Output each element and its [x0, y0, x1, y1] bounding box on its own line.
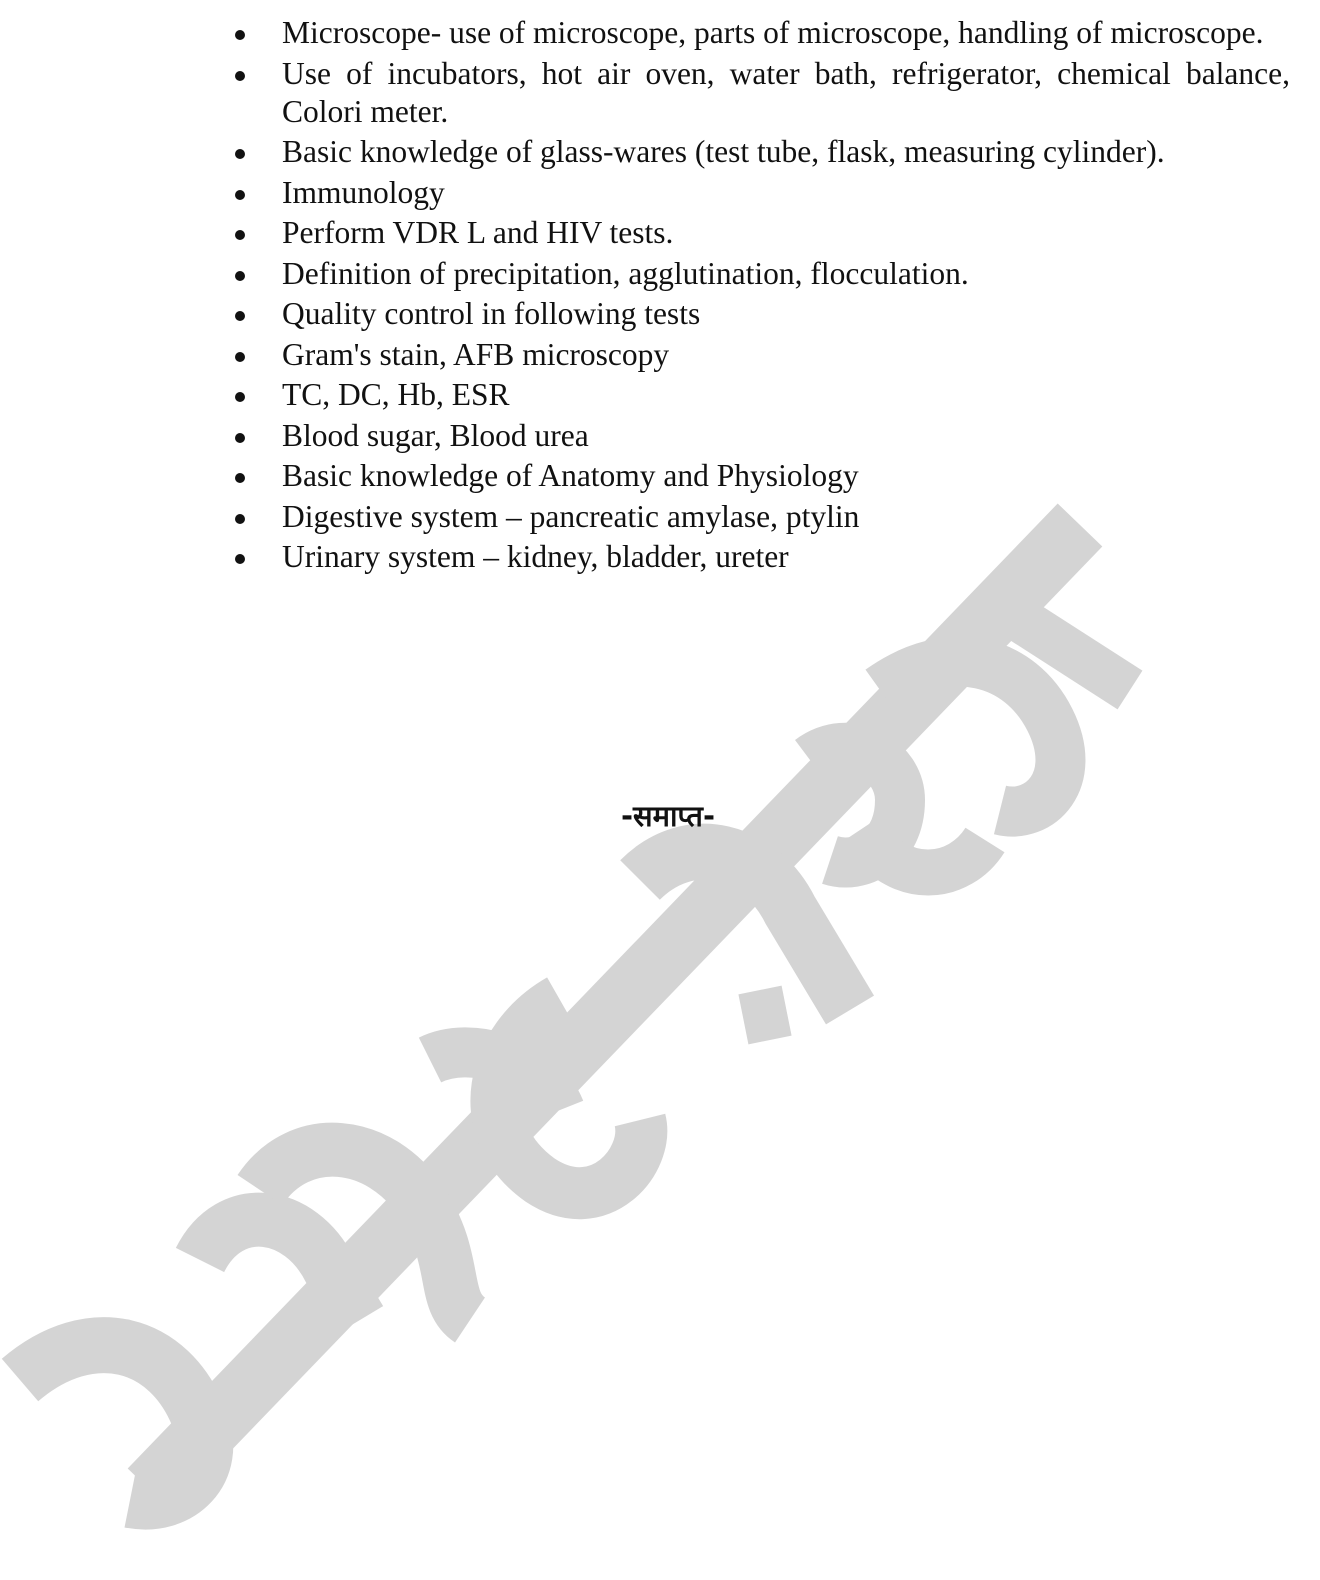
bullet-icon [235, 392, 245, 402]
bullet-icon [235, 433, 245, 443]
list-item [230, 174, 1290, 212]
list-item [230, 214, 1290, 252]
list-item [230, 498, 1290, 536]
list-item-text: Microscope- use of microscope, parts of microscope, handling of microscope. [282, 15, 1264, 50]
bullet-icon [235, 149, 245, 159]
list-item-text: Immunology [282, 174, 445, 210]
list-item-text: Blood sugar, Blood urea [282, 417, 589, 453]
list-item-text: Urinary system – kidney, bladder, ureter [282, 539, 789, 574]
end-mark: -समाप्त- [621, 799, 715, 833]
list-item-text: Perform VDR L and HIV tests. [282, 215, 674, 250]
bullet-icon [235, 352, 245, 362]
bullet-icon [235, 271, 245, 281]
list-item [230, 538, 1290, 576]
list-item-text: Basic knowledge of Anatomy and Physiology [282, 458, 859, 493]
list-item-text: Quality control in following tests [282, 296, 701, 331]
list-item [230, 457, 1290, 495]
list-item [230, 133, 1290, 171]
list-item [230, 336, 1290, 374]
bullet-icon [235, 30, 245, 40]
bullet-icon [235, 311, 245, 321]
list-item [230, 14, 1290, 52]
bullet-icon [235, 554, 245, 564]
bullet-icon [235, 473, 245, 483]
list-item [230, 55, 1290, 131]
list-item-text: Basic knowledge of glass-wares (test tube, flask, measuring cylinder). [282, 134, 1165, 169]
list-item [230, 417, 1290, 455]
bullet-icon [235, 71, 245, 81]
list-item-text: TC, DC, Hb, ESR [282, 377, 510, 412]
bullet-icon [235, 230, 245, 240]
syllabus-bullet-list [230, 14, 1290, 579]
list-item [230, 376, 1290, 414]
list-item-text: Use of incubators, hot air oven, water bath, refrigerator, chemical balance, Colori meter. [282, 55, 1290, 129]
list-item [230, 295, 1290, 333]
bullet-icon [235, 190, 245, 200]
list-item-text: Definition of precipitation, agglutination, flocculation. [282, 255, 969, 291]
list-item [230, 255, 1290, 293]
list-item-text: Digestive system – pancreatic amylase, ptylin [282, 498, 860, 534]
bullet-icon [235, 514, 245, 524]
list-item-text: Gram's stain, AFB microscopy [282, 336, 670, 372]
